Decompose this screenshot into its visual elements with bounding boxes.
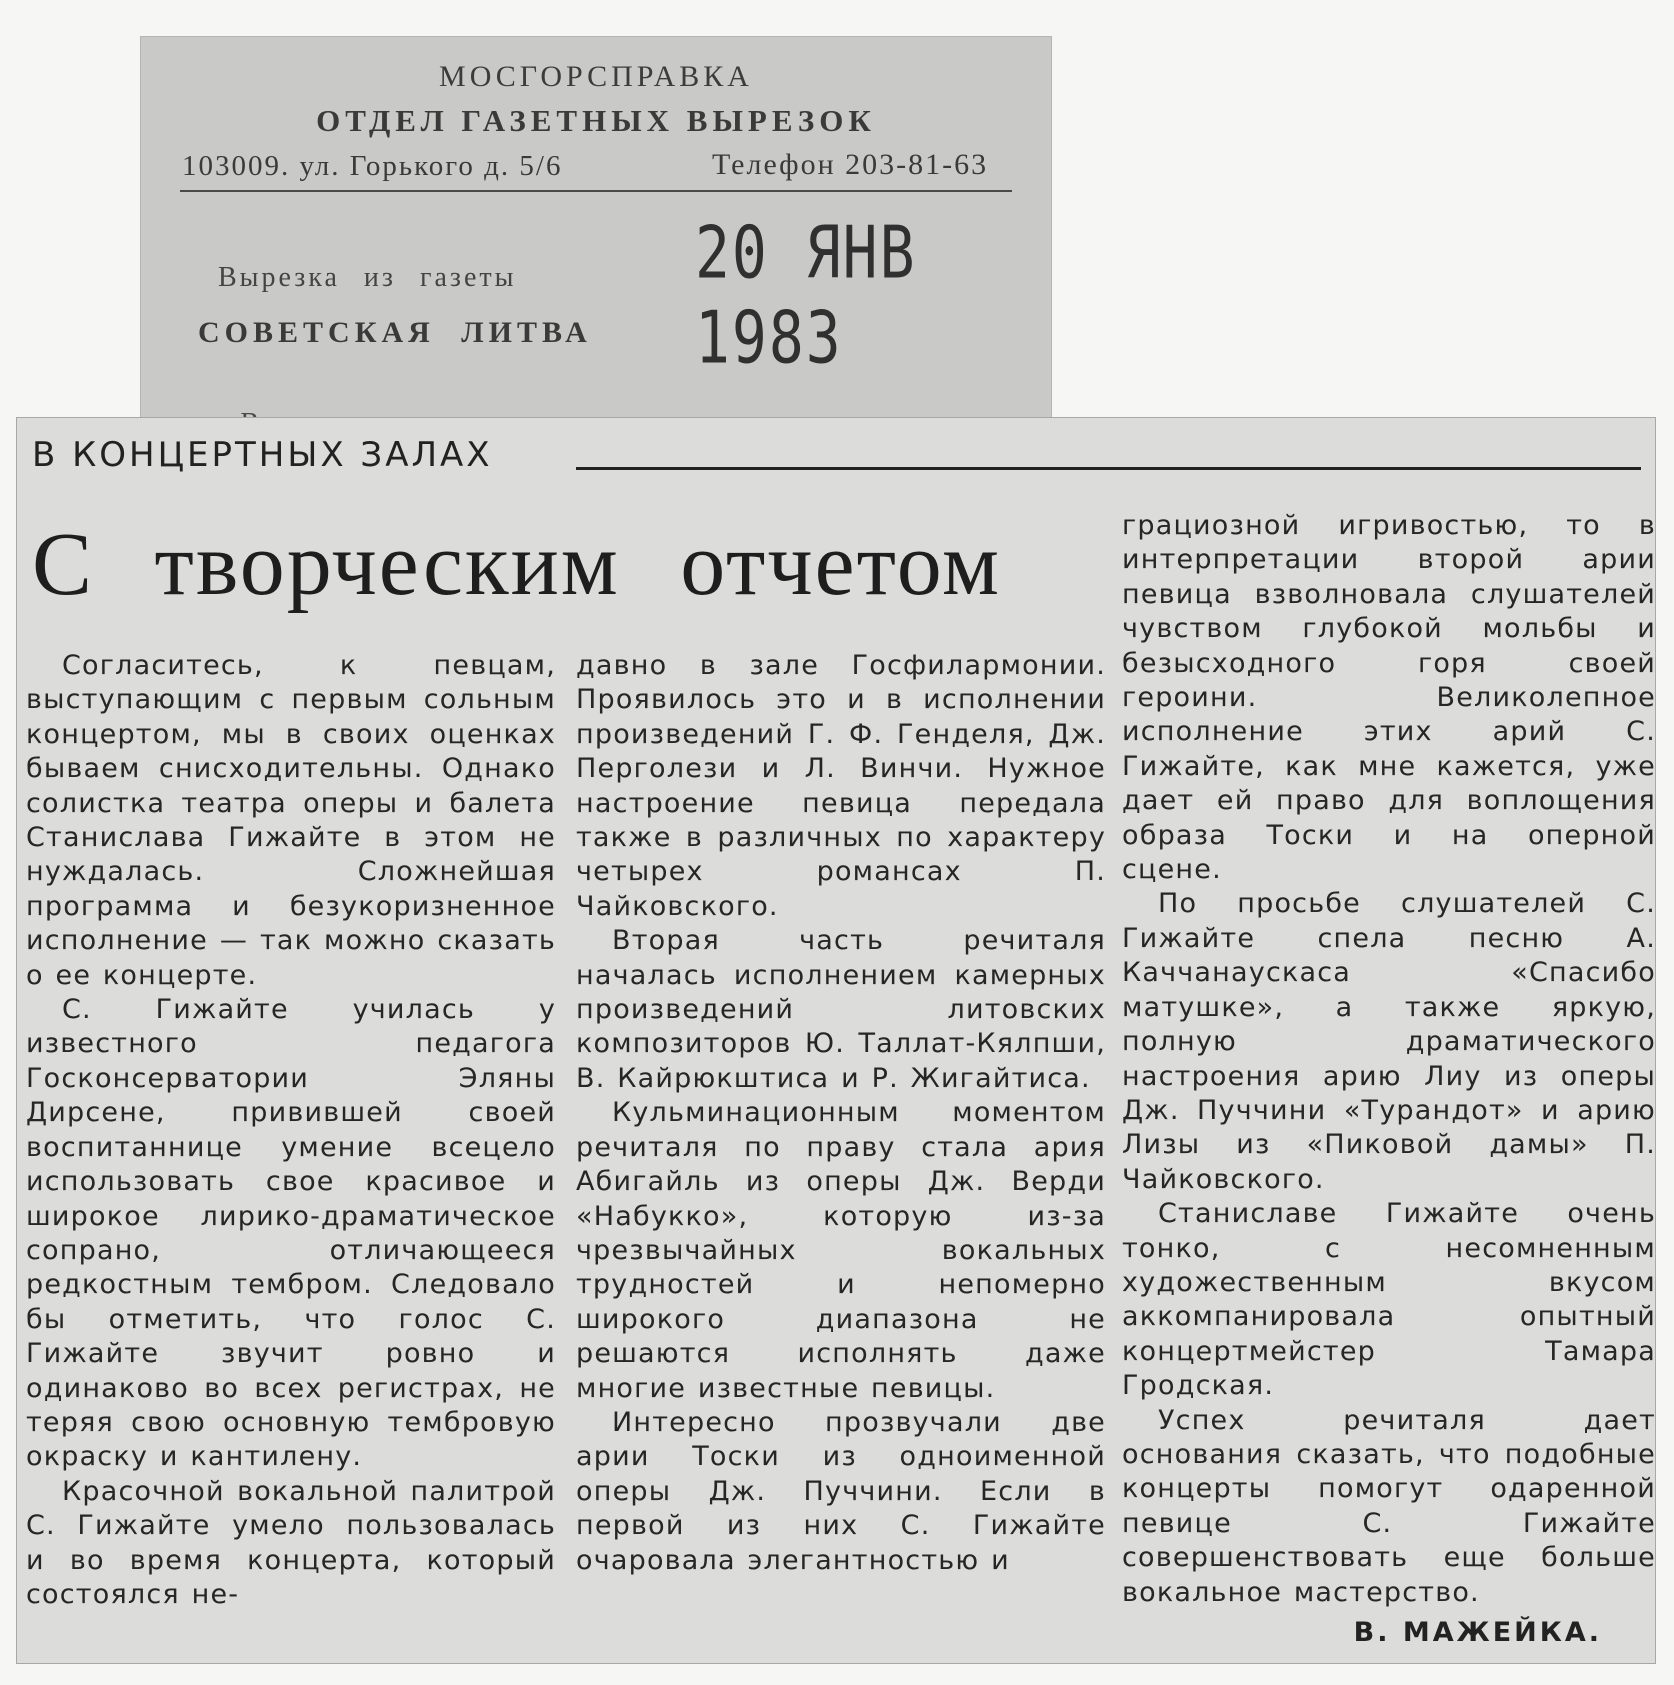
paragraph: По просьбе слушателей С. Гижайте спела песню А. Каччанаускаса «Спасибо матушке», а также яркую, полную драматического настроения арию Лиу из оперы Дж. Пуччини «Турандот» и арию Лизы из «Пиковой дамы» П. Чайковского.	[1122, 888, 1656, 1195]
article-headline: С творческим отчетом	[32, 515, 1001, 614]
section-rubric: В КОНЦЕРТНЫХ ЗАЛАХ	[32, 435, 493, 475]
paragraph: Вторая часть речиталя началась исполнением камерных произведений литовских композиторов Ю. Таллат-Кялпши, В. Кайрюкштиса и Р. Жигайтиса.	[576, 925, 1106, 1094]
phone-text: Телефон 203-81-63	[712, 148, 989, 181]
paragraph: Красочной вокальной палитрой С. Гижайте умело пользовалась и во время концерта, который состоялся не-	[26, 1475, 556, 1610]
cutting-source-label: Вырезка из газеты	[218, 262, 517, 293]
article-column-3	[1122, 509, 1656, 1610]
label-divider	[180, 190, 1012, 192]
organization-name: МОСГОРСПРАВКА	[439, 60, 753, 93]
paragraph: Кульминационным моментом речиталя по праву стала ария Абигайль из оперы Дж. Верди «Набукко», которую из-за чрезвычайных вокальных трудностей и непомерно широкого диапазона не решаются исполнять даже многие известные певицы.	[576, 1097, 1106, 1404]
article-column-1	[26, 649, 556, 1612]
paragraph: давно в зале Госфилармонии. Проявилось это и в исполнении произведений Г. Ф. Генделя, Дж. Перголези и Л. Винчи. Нужное настроение певица передала также в различных по характеру четырех романсах П. Чайковского.	[576, 650, 1106, 922]
address-text: 103009. ул. Горького д. 5/6	[182, 150, 563, 182]
clipping-service-label	[140, 36, 1052, 431]
paragraph: Станиславе Гижайте очень тонко, с несомненным художественным вкусом аккомпанировала опытный концертмейстер Тамара Гродская.	[1122, 1198, 1656, 1402]
date-stamp: 20 ЯНВ 1983	[695, 210, 917, 380]
article-column-2	[576, 649, 1106, 1578]
department-name: ОТДЕЛ ГАЗЕТНЫХ ВЫРЕЗОК	[316, 103, 876, 138]
paragraph: Успех речиталя дает основания сказать, что подобные концерты помогут одаренной певице С. Гижайте совершенствовать еще больше вокальное мастерство.	[1122, 1404, 1656, 1608]
paragraph: Согласитесь, к певцам, выступающим с первым сольным концертом, мы в своих оценках бываем снисходительны. Однако солистка театра оперы и балета Станислава Гижайте в этом не нуждалась. Сложнейшая программа и безукоризненное исполнение — так можно сказать о ее концерте.	[26, 650, 556, 991]
paragraph: С. Гижайте училась у известного педагога Госконсерватории Эляны Дирсене, привившей своей воспитаннице умение всецело использовать свое красивое и широкое лирико-драматическое сопрано, отличающееся редкостным тембром. Следовало бы отметить, что голос С. Гижайте звучит ровно и одинаково во всех регистрах, не теряя свою основную тембровую окраску и кантилену.	[26, 994, 556, 1473]
newspaper-clipping	[16, 417, 1656, 1664]
rubric-rule	[576, 467, 1641, 470]
paragraph: Интересно прозвучали две арии Тоски из одноименной оперы Дж. Пуччини. Если в первой из них С. Гижайте очаровала элегантностью и	[576, 1406, 1106, 1576]
author-signature: В. МАЖЕЙКА.	[1353, 1617, 1602, 1648]
paragraph: грациозной игривостью, то в интерпретации второй арии певица взволновала слушателей чувством глубокой мольбы и безысходного горя своей героини. Великолепное исполнение этих арий С. Гижайте, как мне кажется, уже дает ей право для воплощения образа Тоски и на оперной сцене.	[1122, 510, 1656, 886]
newspaper-name: СОВЕТСКАЯ ЛИТВА	[198, 316, 592, 349]
